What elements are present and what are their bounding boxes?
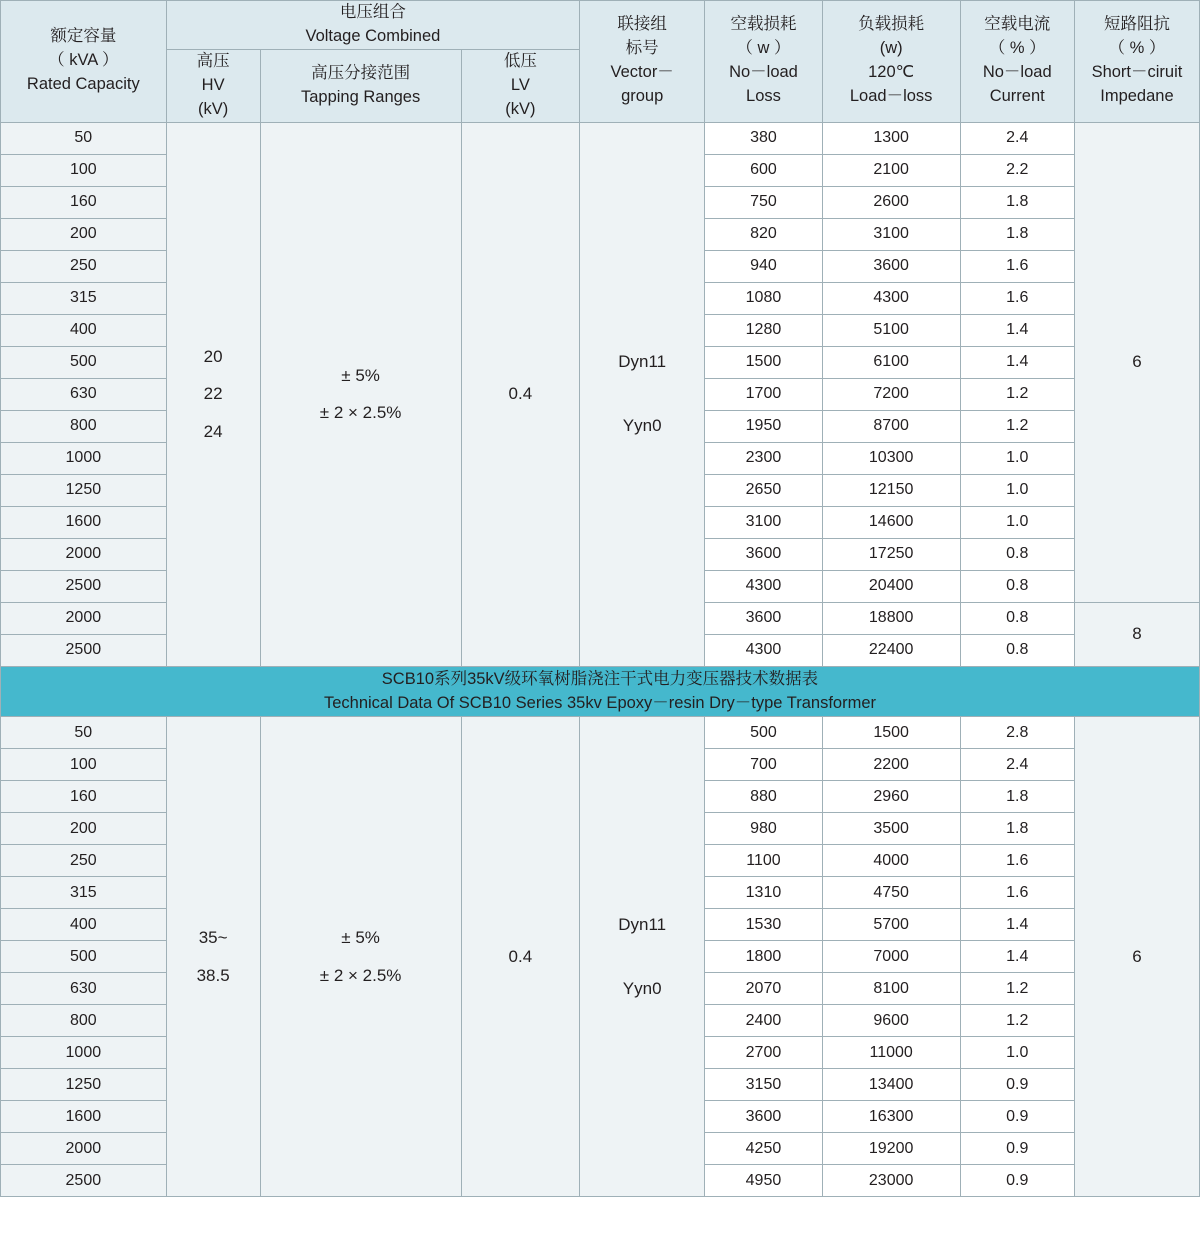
cell-capacity: 50	[1, 717, 167, 749]
tapping-value-2: ± 2 × 2.5%	[319, 965, 402, 985]
cell-no-load-current: 0.8	[960, 570, 1074, 602]
cell-no-load-loss: 880	[705, 781, 823, 813]
cell-impedance-block1-main: 6	[1074, 122, 1199, 602]
tapping-value-1: ± 5%	[341, 928, 380, 948]
cell-no-load-current: 1.0	[960, 1037, 1074, 1069]
cell-no-load-current: 1.6	[960, 877, 1074, 909]
cell-tapping-block2	[260, 717, 461, 1197]
header-vector-group-en: Vector－	[610, 63, 674, 82]
cell-capacity: 500	[1, 941, 167, 973]
cell-no-load-loss: 1500	[705, 346, 823, 378]
cell-no-load-current: 2.2	[960, 154, 1074, 186]
cell-load-loss: 17250	[822, 538, 960, 570]
cell-capacity: 500	[1, 346, 167, 378]
cell-no-load-current: 1.2	[960, 1005, 1074, 1037]
cell-load-loss: 6100	[822, 346, 960, 378]
section-banner-cn: SCB10系列35kV级环氧树脂浇注干式电力变压器技术数据表	[381, 669, 819, 688]
cell-capacity: 1250	[1, 1069, 167, 1101]
cell-load-loss: 23000	[822, 1165, 960, 1197]
cell-capacity: 800	[1, 410, 167, 442]
vector-group-spacer	[580, 935, 704, 979]
hv-value-1: 20	[203, 347, 223, 367]
cell-capacity: 250	[1, 250, 167, 282]
header-tapping-cn: 高压分接范围	[311, 63, 411, 82]
cell-load-loss: 1300	[822, 122, 960, 154]
header-rated-capacity-en: Rated Capacity	[26, 75, 140, 94]
cell-no-load-current: 1.0	[960, 442, 1074, 474]
vector-group-2: Yyn0	[622, 978, 662, 998]
cell-no-load-loss: 2700	[705, 1037, 823, 1069]
cell-no-load-loss: 1530	[705, 909, 823, 941]
header-rated-capacity-cn: 额定容量	[50, 27, 117, 46]
cell-no-load-current: 2.4	[960, 122, 1074, 154]
cell-no-load-current: 1.8	[960, 186, 1074, 218]
hv-value-2: 38.5	[196, 965, 230, 985]
hv-value-3: 24	[203, 421, 223, 441]
cell-no-load-current: 0.9	[960, 1133, 1074, 1165]
cell-load-loss: 7200	[822, 378, 960, 410]
cell-no-load-current: 1.6	[960, 845, 1074, 877]
cell-no-load-current: 1.4	[960, 346, 1074, 378]
cell-tapping-block1	[260, 122, 461, 666]
header-hv-cn: 高压	[196, 51, 230, 70]
cell-capacity: 100	[1, 749, 167, 781]
cell-capacity: 2500	[1, 570, 167, 602]
cell-capacity: 250	[1, 845, 167, 877]
header-no-load-loss-en: No－load	[729, 63, 798, 82]
header-no-load-current-en: No－load	[982, 63, 1052, 82]
cell-vector-group-block1	[580, 122, 705, 666]
header-short-circuit-impedance	[1074, 1, 1199, 123]
header-no-load-current-cn: 空载电流	[984, 15, 1051, 34]
cell-no-load-current: 1.0	[960, 474, 1074, 506]
header-vector-group-en2: group	[621, 87, 664, 106]
header-vector-group	[580, 1, 705, 123]
cell-no-load-current: 2.4	[960, 749, 1074, 781]
cell-no-load-loss: 4300	[705, 570, 823, 602]
header-lv-en: LV	[510, 75, 530, 94]
section-banner-row	[1, 666, 1200, 717]
cell-load-loss: 22400	[822, 634, 960, 666]
header-lv	[461, 49, 580, 122]
hv-value-2: 22	[203, 384, 223, 404]
cell-no-load-loss: 3100	[705, 506, 823, 538]
cell-load-loss: 9600	[822, 1005, 960, 1037]
cell-no-load-loss: 1700	[705, 378, 823, 410]
cell-no-load-current: 0.9	[960, 1165, 1074, 1197]
header-load-loss-cn: 负载损耗	[858, 15, 925, 34]
cell-capacity: 315	[1, 282, 167, 314]
cell-capacity: 2500	[1, 634, 167, 666]
cell-load-loss: 8100	[822, 973, 960, 1005]
cell-no-load-loss: 820	[705, 218, 823, 250]
header-no-load-loss-unit: （ w ）	[736, 39, 791, 58]
header-lv-unit: (kV)	[505, 99, 536, 118]
cell-no-load-current: 0.8	[960, 538, 1074, 570]
cell-no-load-current: 1.4	[960, 909, 1074, 941]
vector-group-spacer	[580, 372, 704, 416]
table-row	[1, 122, 1200, 154]
cell-no-load-current: 0.9	[960, 1069, 1074, 1101]
cell-no-load-loss: 1950	[705, 410, 823, 442]
header-no-load-current	[960, 1, 1074, 123]
cell-no-load-loss: 1100	[705, 845, 823, 877]
cell-load-loss: 8700	[822, 410, 960, 442]
cell-capacity: 1000	[1, 442, 167, 474]
cell-load-loss: 5700	[822, 909, 960, 941]
cell-impedance-block1-extra: 8	[1074, 602, 1199, 666]
header-vector-group-cn: 联接组	[617, 15, 667, 34]
cell-no-load-loss: 4950	[705, 1165, 823, 1197]
section-banner	[1, 666, 1200, 717]
cell-capacity: 2500	[1, 1165, 167, 1197]
cell-load-loss: 13400	[822, 1069, 960, 1101]
cell-capacity: 50	[1, 122, 167, 154]
cell-load-loss: 2100	[822, 154, 960, 186]
cell-no-load-current: 1.6	[960, 250, 1074, 282]
cell-no-load-current: 1.8	[960, 218, 1074, 250]
cell-no-load-loss: 500	[705, 717, 823, 749]
cell-no-load-loss: 2650	[705, 474, 823, 506]
cell-no-load-loss: 4250	[705, 1133, 823, 1165]
cell-no-load-current: 1.0	[960, 506, 1074, 538]
cell-no-load-current: 0.8	[960, 602, 1074, 634]
cell-capacity: 1600	[1, 506, 167, 538]
header-no-load-loss-cn: 空载损耗	[730, 15, 797, 34]
cell-no-load-current: 1.2	[960, 378, 1074, 410]
cell-no-load-loss: 750	[705, 186, 823, 218]
cell-no-load-current: 1.2	[960, 973, 1074, 1005]
header-no-load-current-unit: （ % ）	[988, 39, 1046, 58]
cell-no-load-loss: 2300	[705, 442, 823, 474]
cell-capacity: 315	[1, 877, 167, 909]
table-row	[1, 717, 1200, 749]
cell-no-load-loss: 3600	[705, 1101, 823, 1133]
cell-load-loss: 18800	[822, 602, 960, 634]
header-no-load-current-en2: Current	[989, 87, 1045, 106]
cell-load-loss: 3500	[822, 813, 960, 845]
cell-hv-block2	[166, 717, 260, 1197]
header-no-load-loss	[705, 1, 823, 123]
cell-load-loss: 2600	[822, 186, 960, 218]
header-load-loss	[822, 1, 960, 123]
header-rated-capacity	[1, 1, 167, 123]
header-short-circuit-unit: （ % ）	[1108, 39, 1166, 58]
cell-no-load-current: 1.6	[960, 282, 1074, 314]
cell-no-load-loss: 600	[705, 154, 823, 186]
cell-capacity: 400	[1, 909, 167, 941]
cell-capacity: 1600	[1, 1101, 167, 1133]
cell-capacity: 2000	[1, 602, 167, 634]
cell-no-load-loss: 980	[705, 813, 823, 845]
cell-impedance-block2-main: 6	[1074, 717, 1199, 1197]
cell-capacity: 630	[1, 973, 167, 1005]
cell-vector-group-block2	[580, 717, 705, 1197]
tapping-value-1: ± 5%	[341, 365, 380, 385]
cell-no-load-loss: 1310	[705, 877, 823, 909]
header-lv-cn: 低压	[503, 51, 537, 70]
header-short-circuit-en: Short－ciruit	[1091, 63, 1183, 82]
cell-capacity: 400	[1, 314, 167, 346]
header-short-circuit-cn: 短路阻抗	[1103, 15, 1170, 34]
cell-no-load-current: 1.8	[960, 813, 1074, 845]
cell-no-load-current: 1.4	[960, 314, 1074, 346]
cell-no-load-loss: 380	[705, 122, 823, 154]
header-tapping-ranges	[260, 49, 461, 122]
header-hv-en: HV	[201, 75, 225, 94]
header-no-load-loss-en2: Loss	[746, 87, 781, 106]
cell-no-load-loss: 3600	[705, 602, 823, 634]
header-hv	[166, 49, 260, 122]
cell-load-loss: 10300	[822, 442, 960, 474]
cell-load-loss: 3100	[822, 218, 960, 250]
cell-no-load-loss: 2400	[705, 1005, 823, 1037]
cell-load-loss: 2960	[822, 781, 960, 813]
cell-load-loss: 7000	[822, 941, 960, 973]
header-voltage-combined-cn: 电压组合	[339, 3, 406, 21]
cell-lv-block2: 0.4	[461, 717, 580, 1197]
cell-load-loss: 3600	[822, 250, 960, 282]
table-header-row-1	[1, 1, 1200, 50]
header-voltage-combined-en: Voltage Combined	[305, 26, 441, 45]
cell-load-loss: 2200	[822, 749, 960, 781]
cell-load-loss: 14600	[822, 506, 960, 538]
cell-no-load-loss: 4300	[705, 634, 823, 666]
header-short-circuit-en2: Impedane	[1100, 87, 1174, 106]
cell-capacity: 160	[1, 186, 167, 218]
cell-no-load-current: 1.2	[960, 410, 1074, 442]
cell-no-load-current: 2.8	[960, 717, 1074, 749]
header-load-loss-en2: Load－loss	[849, 87, 933, 106]
cell-load-loss: 4750	[822, 877, 960, 909]
cell-capacity: 2000	[1, 538, 167, 570]
cell-load-loss: 16300	[822, 1101, 960, 1133]
cell-load-loss: 20400	[822, 570, 960, 602]
hv-value-1: 35~	[198, 928, 228, 948]
cell-capacity: 630	[1, 378, 167, 410]
cell-load-loss: 11000	[822, 1037, 960, 1069]
cell-capacity: 1000	[1, 1037, 167, 1069]
header-rated-capacity-unit: （ kVA ）	[48, 51, 119, 70]
vector-group-1: Dyn11	[618, 914, 667, 934]
cell-no-load-loss: 1280	[705, 314, 823, 346]
cell-no-load-loss: 1800	[705, 941, 823, 973]
cell-no-load-loss: 3600	[705, 538, 823, 570]
cell-load-loss: 1500	[822, 717, 960, 749]
section-banner-en: Technical Data Of SCB10 Series 35kv Epoxy－resin Dry－type Transformer	[323, 694, 877, 713]
cell-capacity: 200	[1, 218, 167, 250]
cell-capacity: 160	[1, 781, 167, 813]
cell-lv-block1: 0.4	[461, 122, 580, 666]
cell-capacity: 100	[1, 154, 167, 186]
cell-load-loss: 5100	[822, 314, 960, 346]
cell-capacity: 800	[1, 1005, 167, 1037]
cell-no-load-current: 1.8	[960, 781, 1074, 813]
cell-no-load-loss: 1080	[705, 282, 823, 314]
cell-no-load-current: 0.9	[960, 1101, 1074, 1133]
vector-group-1: Dyn11	[618, 352, 667, 372]
cell-hv-block1	[166, 122, 260, 666]
cell-no-load-loss: 700	[705, 749, 823, 781]
header-vector-group-cn2: 标号	[625, 39, 659, 58]
cell-load-loss: 19200	[822, 1133, 960, 1165]
cell-no-load-current: 1.4	[960, 941, 1074, 973]
cell-no-load-loss: 3150	[705, 1069, 823, 1101]
cell-load-loss: 4000	[822, 845, 960, 877]
header-voltage-combined	[166, 1, 580, 50]
header-load-loss-unit: (w)	[879, 39, 903, 58]
cell-no-load-loss: 2070	[705, 973, 823, 1005]
header-hv-unit: (kV)	[198, 99, 229, 118]
cell-capacity: 1250	[1, 474, 167, 506]
cell-load-loss: 4300	[822, 282, 960, 314]
cell-load-loss: 12150	[822, 474, 960, 506]
header-load-loss-en: 120℃	[868, 63, 915, 82]
cell-no-load-current: 0.8	[960, 634, 1074, 666]
vector-group-2: Yyn0	[622, 416, 662, 436]
cell-capacity: 2000	[1, 1133, 167, 1165]
cell-no-load-loss: 940	[705, 250, 823, 282]
tapping-value-2: ± 2 × 2.5%	[319, 403, 402, 423]
cell-capacity: 200	[1, 813, 167, 845]
header-tapping-en: Tapping Ranges	[300, 87, 421, 106]
